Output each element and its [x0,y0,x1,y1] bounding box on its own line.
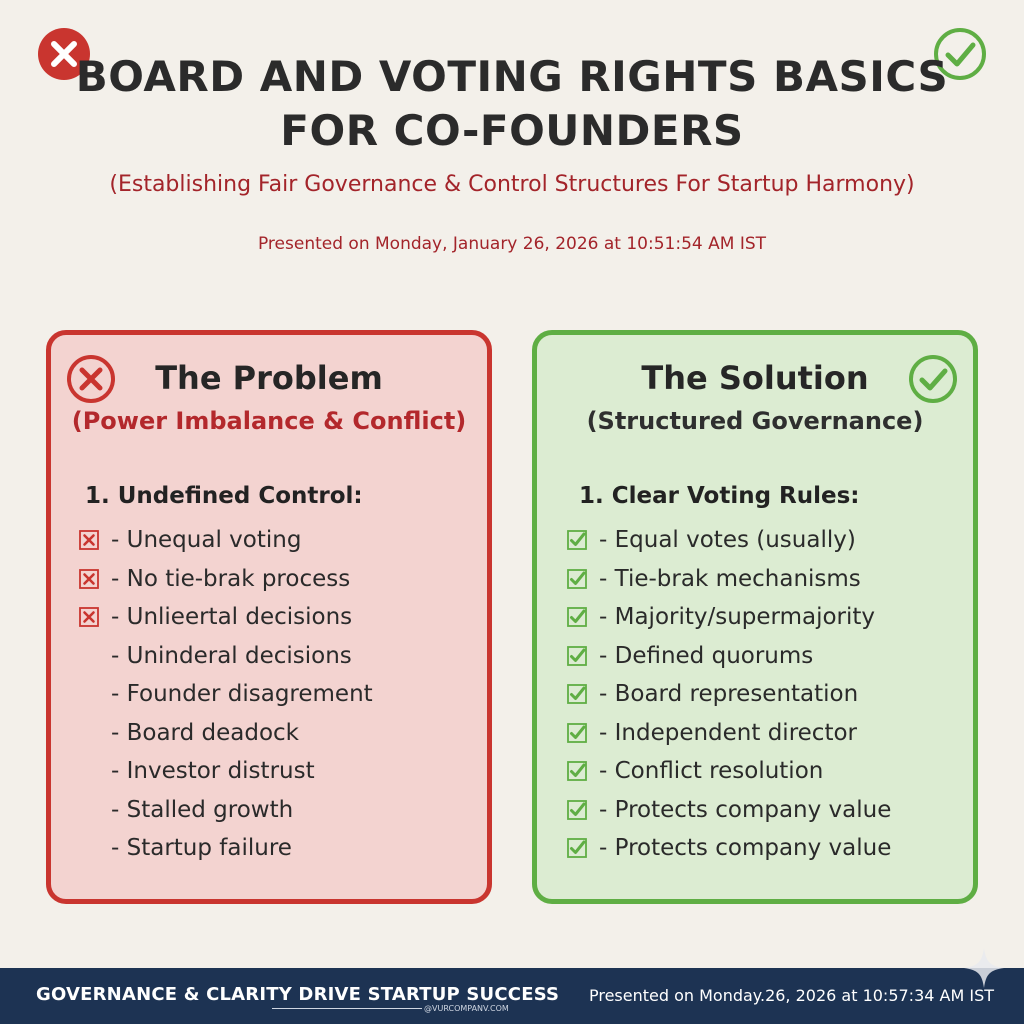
marker-spacer [79,646,99,666]
page-title [0,50,1024,158]
problem-item-text: - Founder disagrement [111,681,373,708]
solution-list-item [567,637,891,676]
solution-list-item [567,675,891,714]
footer-divider [272,1008,422,1009]
check-box-icon [567,684,587,704]
solution-item-text: - Tie-brak mechanisms [599,565,861,592]
check-box-icon [567,723,587,743]
solution-list-item [567,560,891,599]
x-box-icon [79,607,99,627]
solution-list [567,521,891,868]
marker-spacer [79,838,99,858]
problem-section-heading: 1. Undefined Control: [85,483,363,509]
x-box-icon [79,530,99,550]
solution-item-text: - Protects company value [599,796,892,823]
solution-list-item [567,752,891,791]
solution-panel [532,330,978,904]
solution-item-text: - Defined quorums [599,642,814,669]
solution-item-text: - Protects company value [599,835,892,862]
page-subtitle: (Establishing Fair Governance & Control Structures For Startup Harmony) [109,172,915,197]
problem-list-item [79,752,373,791]
solution-section-heading: 1. Clear Voting Rules: [579,483,860,509]
solution-list-item [567,521,891,560]
problem-list-item [79,598,373,637]
solution-list-item [567,598,891,637]
check-box-icon [567,569,587,589]
problem-list-item [79,714,373,753]
problem-list [79,521,373,868]
solution-item-text: - Independent director [599,719,857,746]
problem-list-item [79,675,373,714]
check-box-icon [567,530,587,550]
solution-item-text: - Board representation [599,681,859,708]
solution-list-item [567,791,891,830]
x-box-icon [79,569,99,589]
check-box-icon [567,607,587,627]
check-box-icon [567,800,587,820]
footer-tagline: GOVERNANCE & CLARITY DRIVE STARTUP SUCCESS [36,984,560,1005]
problem-list-item [79,637,373,676]
marker-spacer [79,684,99,704]
solution-title: The Solution [641,359,869,397]
problem-item-text: - Investor distrust [111,758,315,785]
problem-panel [46,330,492,904]
footer-bar [0,968,1024,1024]
presented-timestamp: Presented on Monday, January 26, 2026 at 10:51:54 AM IST [257,234,767,254]
marker-spacer [79,723,99,743]
solution-subtitle: (Structured Governance) [586,407,924,435]
check-box-icon [567,838,587,858]
problem-title: The Problem [155,359,383,397]
problem-list-item [79,791,373,830]
footer-handle: @VURCOMPANV.COM [424,1004,509,1013]
problem-item-text: - Board deadock [111,719,299,746]
marker-spacer [79,761,99,781]
problem-item-text: - Unlieertal decisions [111,604,353,631]
problem-list-item [79,560,373,599]
problem-list-item [79,829,373,868]
solution-item-text: - Majority/supermajority [599,604,876,631]
solution-list-item [567,829,891,868]
solution-list-item [567,714,891,753]
page-title-line-1: BOARD AND VOTING RIGHTS BASICS [75,52,949,101]
solution-item-text: - Conflict resolution [599,758,824,785]
problem-item-text: - Startup failure [111,835,292,862]
solution-item-text: - Equal votes (usually) [599,527,856,554]
sparkle-icon [962,946,1006,990]
problem-item-text: - Unequal voting [111,527,302,554]
problem-subtitle: (Power Imbalance & Conflict) [71,407,467,435]
problem-list-item [79,521,373,560]
check-box-icon [567,646,587,666]
check-box-icon [567,761,587,781]
marker-spacer [79,800,99,820]
page-title-line-2: FOR CO-FOUNDERS [280,106,744,155]
footer-date: Presented on Monday.26, 2026 at 10:57:34 AM IST [588,986,994,1005]
problem-item-text: - No tie-brak process [111,565,351,592]
problem-item-text: - Uninderal decisions [111,642,352,669]
problem-item-text: - Stalled growth [111,796,294,823]
